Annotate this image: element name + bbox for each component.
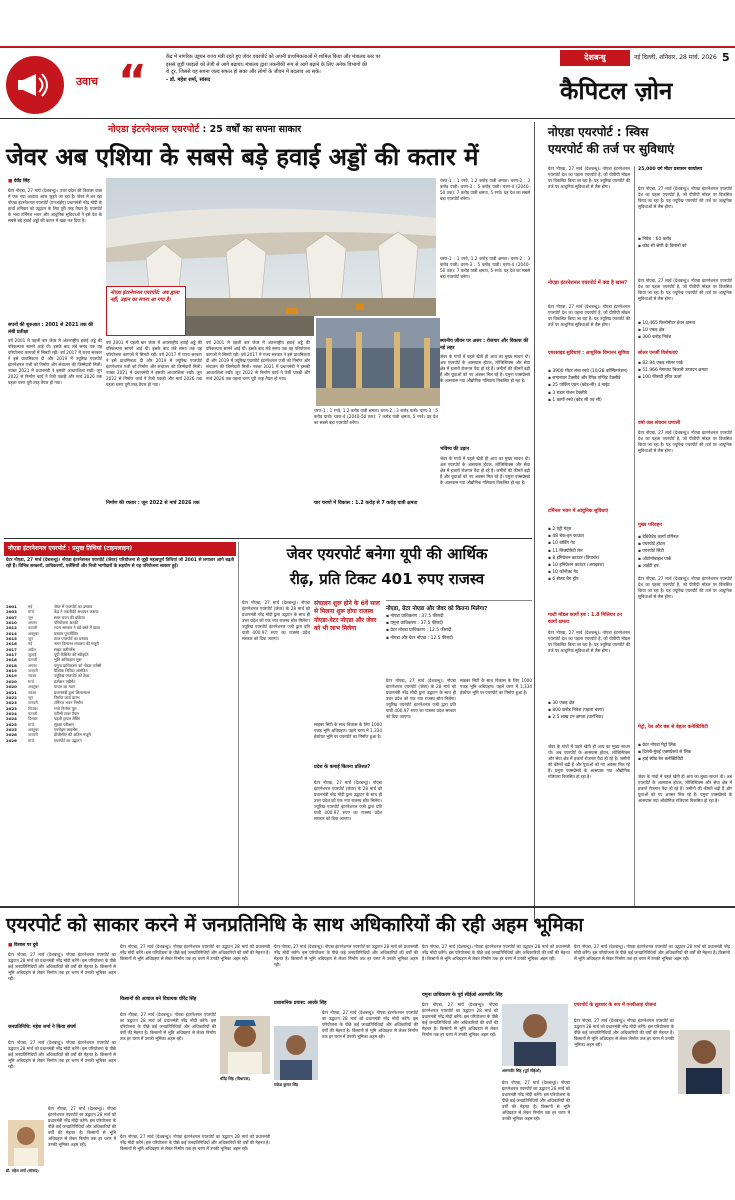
list-item: ▪ 11 सिक्योरिटी लेन [548,548,630,555]
subhead: स्थानीय जीवन पर असर : रोजगार और विकास की नई लहर [440,339,529,351]
timeline-year: 2016 [6,641,17,647]
kicker-rest: : 25 वर्षों का सपना साकार [202,124,302,135]
timeline-month: नवंबर [28,689,37,695]
timeline-event: प्रस्ताव पुनर्जीवित [54,630,79,636]
timeline-year: 2018 [6,657,17,663]
byline-icon: ■ [8,179,14,184]
list-item: ▪ 10 बोर्डिंग गेट [548,540,630,547]
top-story-byline [8,178,98,186]
timeline-year: 2010 [6,620,17,626]
top-story-side-4: जेवर के गांवों में पहले खेती ही आय का मुख्य साधन थी। अब एयरपोर्ट के आसपास होटल, लॉजिस्टिक्स और सेवा क्षेत्र में हजारों रोजगार पैदा हो रहे हैं। जमीनों की कीमतें बढ़ी हैं और युवाओं को नए अवसर मिल रहे हैं। यमुना एक्सप्रेसवे के आसपास नया औद्योगिक गलियारा विकसित हो रहा है। [440,456,530,485]
list-item: ▪ ग्रेटर नोएडा मेट्रो लिंक [638,742,732,749]
timeline-year: 2001 [6,604,17,609]
timeline-year: 2014 [6,630,17,636]
timeline-year: 2020 [6,678,17,684]
right-col-2-list [638,236,732,276]
list-item: ▪ 6 सेल्फ बैग ड्रॉप [548,576,630,583]
portrait-officer [274,1026,318,1080]
timeline-event: स्थल चयन की प्रक्रिया [54,614,85,620]
list-item: ▪ निवेश : 60 करोड़ [638,236,732,243]
byline-icon: ■ [8,943,14,948]
divider [0,118,735,119]
bottom-col-5b: ग्रेटर नोएडा, 27 मार्च (देशबन्धु)। नोएडा इंटरनेशनल एयरपोर्ट का उद्घाटन 28 मार्च को प्रधानमंत्री नरेंद्र मोदी करेंगे। इस परियोजना के पीछे कई जनप्रतिनिधियों और अधिकारियों की वर्षों की मेहनत है। किसानों से भूमि अधिग्रहण से लेकर निर्माण तक हर चरण में उनकी भूमिका अहम रही। [574,1018,674,1047]
middle-story-body-1: ग्रेटर नोएडा, 27 मार्च (देशबन्धु)। नोएडा इंटरनेशनल एयरपोर्ट (जेवर) के 28 मार्च को प्रधानमंत्री नरेंद्र मोदी द्वारा उद्घाटन के साथ ही उत्तर प्रदेश को एक नया राजस्व स्रोत मिलेगा। ज्यूरिख एयरपोर्ट इंटरनेशनल एजी द्वारा प्रति यात्री 400.97 रुपए का राजस्व प्रदेश सरकार को दिया जाएगा। [242,600,310,641]
bottom-col-5: ग्रेटर नोएडा, 27 मार्च (देशबन्धु)। नोएडा इंटरनेशनल एयरपोर्ट का उद्घाटन 28 मार्च को प्रधानमंत्री नरेंद्र मोदी करेंगे। इस परियोजना के पीछे कई जनप्रतिनिधियों और अधिकारियों की वर्षों की मेहनत है। किसानों से भूमि अधिग्रहण से लेकर निर्माण तक हर चरण में उनकी भूमिका अहम रही। [574,944,730,961]
list-item: ▪ कोड सी श्रेणी के विमानों को [638,243,732,250]
top-story-lead: ग्रेटर नोएडा, 27 मार्च (देशबन्धु)। उत्तर प्रदेश की विकास यात्रा में एक नया अध्याय आज जुड़ने जा रहा है। जेवर में बन रहा नोएडा इंटरनेशनल एयरपोर्ट (एनआईए) प्रधानमंत्री नरेंद्र मोदी के हाथों शनिवार को उद्घाटन के लिए पूरी तरह तैयार है। एयरपोर्ट के भव्य टर्मिनल भवन और आधुनिक सुविधाओं ने इसे देश के सबसे बड़े हवाई अड्डों की कतार में खड़ा कर दिया है। [8,188,102,223]
dateline: नई दिल्ली, शनिवार, 28 मार्च, 2026 [634,54,717,61]
timeline-month: फरवरी [28,625,38,631]
quote-label: उवाच [76,75,98,88]
quote-text [166,54,546,100]
timeline-month: नवंबर [28,673,37,679]
middle-story-headline [242,542,532,594]
timeline-event: ज्यूरिख एयरपोर्ट को ठेका [54,673,90,679]
timeline-event: एयरोड्रम लाइसेंस [54,726,78,732]
subhead: किसानों की आवाज बने विधायक धीरेंद्र सिंह [120,997,197,1002]
list-item: ▪ 3900 मीटर लंबा रनवे (10/28 कॉन्फिगरेशन) [548,368,630,375]
right-col-2-top: 25,000 वर्ग मीटर प्रशासन कार्यालय [638,167,703,172]
metro-list [638,742,732,770]
timeline-event: केंद्र ने तकनीकी अध्ययन कराया [54,609,99,615]
brand-badge [560,50,630,66]
subhead: टर्मिनल भवन में आधुनिक सुविधाएं [548,509,609,514]
right-box-extra: जेवर के गांवों में पहले खेती ही आय का मुख्य साधन थी। अब एयरपोर्ट के आसपास होटल, लॉजिस्टिक्स और सेवा क्षेत्र में हजारों रोजगार पैदा हो रहे हैं। जमीनों की कीमतें बढ़ी हैं और युवाओं को नए अवसर मिल रहे हैं। यमुना एक्सप्रेसवे के आसपास नया औद्योगिक गलियारा विकसित हो रहा है। [548,744,630,779]
main-facilities-list [548,526,630,606]
timeline-event: साइट क्लीयरेंस [54,646,75,652]
top-story-col-2: वर्ष 2001 में पहली बार जेवर में अंतरराष्ट्रीय हवाई अड्डे की परिकल्पना सामने आई थी। इसके बाद लंबे समय तक यह परियोजना कागजों में सिमटी रही। वर्ष 2017 में राज्य सरकार ने इसे प्राथमिकता दी और 2019 में ज्यूरिख एयरपोर्ट इंटरनेशनल एजी को निर्माण और संचालन की जिम्मेदारी मिली। नवंबर 2021 में प्रधानमंत्री ने इसकी आधारशिला रखी। जून 2022 से निर्माण कार्य ने तेजी पकड़ी और मार्च 2026 तक पहला चरण पूरी तरह तैयार हो गया। [106,340,202,387]
timeline-event: वैश्विक निविदा आमंत्रित [54,668,88,674]
timeline-month: फरवरी [28,710,38,716]
transport-list [638,534,732,574]
middle-headline-line-1: जेवर एयरपोर्ट बनेगा यूपी की आर्थिक [286,545,488,563]
list-item: ▪ ऑटोमोबाइल पार्क [638,556,732,563]
timeline-row [6,738,234,743]
middle-story-body-5: साइबर सिटी के साथ विकास के लिए 1000 एकड़ भूमि अधिग्रहण। पहले चरण में 1,334 हेक्टेयर भूमि पर एयरपोर्ट का निर्माण हुआ है। [460,678,532,695]
timeline-month: मार्च [28,609,34,615]
timeline-month: अक्टूबर [28,684,39,690]
quote-line: इससे जुड़ी फाइलों को तेजी से आगे बढ़ाया। मंत्रालय द्वारा तकनीकी रूप से आगे बढ़ाने के लिए अनेक विभागों की [166,61,368,68]
middle-headline-line-2: रीढ़, प्रति टिकट 401 रुपए राजस्व [289,570,485,588]
list-item: ▪ डेडिकेटेड कार्गो टर्मिनल [638,534,732,541]
list-item: ▪ 48 चेक-इन काउंटर [548,533,630,540]
timeline-event: रनवे निर्माण पूरा [54,705,77,711]
timeline-year: 2021 [6,689,17,695]
portrait-caption: अरुणवीर सिंह (पूर्व सीईओ) [502,1068,542,1073]
subhead: निर्माण की रफ्तार : जून 2022 से मार्च 2026 तक [106,501,200,506]
terminal-interior-photo [314,316,438,404]
timeline-year: 2024 [6,716,17,722]
quote-block [6,50,551,120]
bottom-col-3: ग्रेटर नोएडा, 27 मार्च (देशबन्धु)। नोएडा इंटरनेशनल एयरपोर्ट का उद्घाटन 28 मार्च को प्रधानमंत्री नरेंद्र मोदी करेंगे। इस परियोजना के पीछे कई जनप्रतिनिधियों और अधिकारियों की वर्षों की मेहनत है। किसानों से भूमि अधिग्रहण से लेकर निर्माण तक हर चरण में उनकी भूमिका अहम रही। [274,944,418,967]
timeline-event: यापल का गठन [54,684,76,690]
bottom-story-byline [8,942,108,950]
top-story-side-1: चरण-1 : 1 रनवे, 1.2 करोड़ यात्री क्षमता। चरण-2 : 3 करोड़ यात्री। चरण-3 : 5 करोड़ यात्री। चरण-4 (2040-50 तक): 7 करोड़ यात्री क्षमता, 5 रनवे। यह देश का सबसे बड़ा एयरपोर्ट बनेगा। [314,408,438,425]
list-item: ▪ 10 एकड़ क्षेत्र [638,327,732,334]
timeline-event: प्रधानमंत्री द्वारा शिलान्यास [54,689,90,695]
right-col-2-body-4: ग्रेटर नोएडा, 27 मार्च (देशबन्धु)। नोएडा इंटरनेशनल एयरपोर्ट देश का पहला एयरपोर्ट है, जो पीपीपी मॉडल पर विकसित किया जा रहा है। यह ज्यूरिख एयरपोर्ट की तर्ज पर आधुनिक सुविधाओं से लैस होगा। [638,576,732,599]
photo-caption-text: नोएडा इंटरनेशनल एयरपोर्ट: अब ह्वाला नहीं, उड़ान का सपना आ गया है। [110,290,180,303]
list-item: ▪ 100 फीसदी हरित ऊर्जा [638,374,732,381]
megaphone-icon [6,56,64,114]
section-title: कैपिटल ज़ोन [560,77,673,105]
subhead: एयरसाइड सुविधाएं : आधुनिक विमानन सुविधा [548,351,630,356]
portrait-arunvir-singh [502,1004,568,1066]
right-box-kicker-line-2: एयरपोर्ट की तर्ज पर सुविधाएं [548,142,674,156]
timeline-event: परियोजना अटकी [54,620,79,626]
list-item: ▪ 2.5 लाख टन क्षमता (प्रारंभिक) [548,714,630,721]
features-list [548,368,630,454]
brand-name: देशबन्धु [584,53,606,62]
timeline-year: 2019 [6,673,17,679]
timeline-year: 2024 [6,710,17,716]
timeline-month: अगस्त [28,620,37,626]
timeline-month: जनवरी [28,700,38,706]
list-item: ▪ 82.94 एकड़ सोलर पार्क [638,360,732,367]
timeline-month: जनवरी [28,732,38,738]
right-col-2-body-2: ग्रेटर नोएडा, 27 मार्च (देशबन्धु)। नोएडा इंटरनेशनल एयरपोर्ट देश का पहला एयरपोर्ट है, जो पीपीपी मॉडल पर विकसित किया जा रहा है। यह ज्यूरिख एयरपोर्ट की तर्ज पर आधुनिक सुविधाओं से लैस होगा। [638,278,732,301]
bottom-col-1b: ग्रेटर नोएडा, 27 मार्च (देशबन्धु)। नोएडा इंटरनेशनल एयरपोर्ट का उद्घाटन 28 मार्च को प्रधानमंत्री नरेंद्र मोदी करेंगे। इस परियोजना के पीछे कई जनप्रतिनिधियों और अधिकारियों की वर्षों की मेहनत है। किसानों से भूमि अधिग्रहण से लेकर निर्माण तक हर चरण में उनकी भूमिका अहम रही। [8,1040,116,1069]
list-item: ▪ 800 करोड़ निवेश (पहला चरण) [548,707,630,714]
subhead: प्रशासनिक प्रयास: आरके सिंह [274,1001,327,1006]
subhead: सोलर एनर्जी विशेषताएं [638,351,678,356]
revenue-box-title: नोएडा, ग्रेटर नोएडा और जेवर को कितना मिलेगा? [386,606,488,612]
timeline-month: अगस्त [28,662,37,668]
quote-author: - डॉ. महेश शर्मा, सांसद [166,76,211,83]
bottom-col-2c: ग्रेटर नोएडा, 27 मार्च (देशबन्धु)। नोएडा इंटरनेशनल एयरपोर्ट का उद्घाटन 28 मार्च को प्रधानमंत्री नरेंद्र मोदी करेंगे। इस परियोजना के पीछे कई जनप्रतिनिधियों और अधिकारियों की वर्षों की मेहनत है। किसानों से भूमि अधिग्रहण से लेकर निर्माण तक हर चरण में उनकी भूमिका अहम रही। [120,1134,270,1151]
timeline-year: 2026 [6,732,17,738]
portrait-dhirendra-singh [220,1016,270,1074]
timeline-month: जून [28,636,34,642]
byline-text: विशाल पर दुबे [13,943,38,948]
subhead: मुख्य परिवहन [638,523,662,528]
subhead: जनप्रतिनिधि: महेश शर्मा ने किया संघर्ष [8,1025,76,1030]
timeline-month: फरवरी [28,657,38,663]
list-item: ▪ 30 एकड़ क्षेत्र [548,700,630,707]
timeline-event: नागर विमानन मंत्रालय की मंजूरी [54,641,99,647]
bottom-col-4: ग्रेटर नोएडा, 27 मार्च (देशबन्धु)। नोएडा इंटरनेशनल एयरपोर्ट का उद्घाटन 28 मार्च को प्रधानमंत्री नरेंद्र मोदी करेंगे। इस परियोजना के पीछे कई जनप्रतिनिधियों और अधिकारियों की वर्षों की मेहनत है। किसानों से भूमि अधिग्रहण से लेकर निर्माण तक हर चरण में उनकी भूमिका अहम रही। [422,944,570,961]
right-col-2-body-3: ग्रेटर नोएडा, 27 मार्च (देशबन्धु)। नोएडा इंटरनेशनल एयरपोर्ट देश का पहला एयरपोर्ट है, जो पीपीपी मॉडल पर विकसित किया जा रहा है। यह ज्यूरिख एयरपोर्ट की तर्ज पर आधुनिक सुविधाओं से लैस होगा। [638,430,732,453]
divider [0,906,735,908]
pull-quote-text: संचालन शुरू होने के 6वें साल से मिलना शुरू होगा राजस्व नोएडा-वेटर नोएडा और जेवर को भी लाभ मिलेगा [314,600,380,633]
timeline-month: जून [28,614,34,620]
subhead: सपनों की शुरुआत : 2001 से 2021 तक की लंबी प्रतीक्षा [8,323,94,335]
timeline-month: मार्च [28,678,34,684]
top-story-col-3: वर्ष 2001 में पहली बार जेवर में अंतरराष्ट्रीय हवाई अड्डे की परिकल्पना सामने आई थी। इसके बाद लंबे समय तक यह परियोजना कागजों में सिमटी रही। वर्ष 2017 में राज्य सरकार ने इसे प्राथमिकता दी और 2019 में ज्यूरिख एयरपोर्ट इंटरनेशनल एजी को निर्माण और संचालन की जिम्मेदारी मिली। नवंबर 2021 में प्रधानमंत्री ने इसकी आधारशिला रखी। जून 2022 से निर्माण कार्य ने तेजी पकड़ी और मार्च 2026 तक पहला चरण पूरी तरह तैयार हो गया। [206,340,310,381]
timeline-month: मार्च [28,721,34,727]
photo-caption-badge [106,286,186,336]
middle-pull-quote [314,600,382,720]
subhead: एयरपोर्ट के सूत्रधार के रूप में एनवीआइ योजना [574,1003,657,1008]
list-item: ▪ दिल्ली-मुंबई एक्सप्रेसवे से लिंक [638,749,732,756]
right-box-kicker [548,124,732,158]
timeline-month: सितंबर [28,705,38,711]
timeline-year: 2020 [6,684,17,690]
timeline-event: सुरक्षा परीक्षण [54,721,74,727]
right-box-kicker-line-1: नोएडा एयरपोर्ट : स्विस [548,125,649,139]
timeline-month: दिसंबर [28,716,38,722]
timeline-event: यूपी कैबिनेट की स्वीकृति [54,652,89,658]
revenue-box [386,600,532,674]
timeline-year: 2025 [6,726,17,732]
timeline-year: 2023 [6,700,17,706]
timeline-event: जेवर में एयरपोर्ट का प्रस्ताव [54,604,93,609]
timeline-year: 2017 [6,652,17,658]
solar-list [638,360,732,396]
subhead: मेट्रो, रेल और बस से बेहतर कनेक्टिविटी [638,725,708,730]
list-item: ▪ 1 कार्गो रनवे (कोड सी एवं सी) [548,397,630,404]
timeline-event: निर्माण कार्य प्रारंभ [54,694,80,700]
divider [534,122,535,922]
right-box-cargo-text: ग्रेटर नोएडा, 27 मार्च (देशबन्धु)। नोएडा इंटरनेशनल एयरपोर्ट देश का पहला एयरपोर्ट है, जो पीपीपी मॉडल पर विकसित किया जा रहा है। यह ज्यूरिख एयरपोर्ट की तर्ज पर आधुनिक सुविधाओं से लैस होगा। [548,630,630,653]
top-story-side-2: चरण-1 : 1 रनवे, 1.2 करोड़ यात्री क्षमता। चरण-2 : 3 करोड़ यात्री। चरण-3 : 5 करोड़ यात्री। चरण-4 (2040-50 तक): 7 करोड़ यात्री क्षमता, 5 रनवे। यह देश का सबसे बड़ा एयरपोर्ट बनेगा। [440,178,530,201]
list-item: ▪ 10 इमिग्रेशन काउंटर (अराइवल) [548,562,630,569]
timeline-event: कंसेशन एग्रीमेंट [54,678,76,684]
right-box-body: ग्रेटर नोएडा, 27 मार्च (देशबन्धु)। नोएडा इंटरनेशनल एयरपोर्ट देश का पहला एयरपोर्ट है, जो पीपीपी मॉडल पर विकसित किया जा रहा है। यह ज्यूरिख एयरपोर्ट की तर्ज पर आधुनिक सुविधाओं से लैस होगा। [548,304,630,327]
byline-text: देवेंद्र सिंह [13,179,30,184]
right-col-2-list-2 [638,320,732,346]
list-item: ▪ एयरपोर्ट होटल [638,541,732,548]
subhead: मल्टी मॉडल कार्गो हब : 1.8 मिलियन टन कार्गो क्षमता [548,613,622,625]
portrait-official-right [678,1030,730,1094]
quote-header-strip [0,46,735,48]
timeline-month: जून [28,694,34,700]
right-box-intro: ग्रेटर नोएडा, 27 मार्च (देशबन्धु)। नोएडा इंटरनेशनल एयरपोर्ट देश का पहला एयरपोर्ट है, जो पीपीपी मॉडल पर विकसित किया जा रहा है। यह ज्यूरिख एयरपोर्ट की तर्ज पर आधुनिक सुविधाओं से लैस होगा। [548,166,630,189]
list-item: ▪ 300 करोड़ निवेश [638,334,732,341]
timeline-month: मई [28,641,33,647]
portrait-caption: राकेश कुमार सिंह [274,1082,298,1087]
portrait-caption: धीरेंद्र सिंह (विधायक) [220,1076,251,1081]
timeline-event: एटीसी टावर तैयार [54,710,80,716]
divider [238,542,239,906]
timeline-year: 2007 [6,614,17,620]
timeline-intro: ग्रेटर नोएडा, 27 मार्च (देशबन्धु)। नोएडा इंटरनेशनल एयरपोर्ट (जेवर) परियोजना से जुड़ी महत्वपूर्ण तिथियां जो 2001 से लगातार आगे बढ़ती रही हैं। विभिन्न सरकारों, प्राधिकरणों, एजेंसियों और निजी भागीदारों के सहयोग से यह परियोजना साकार हुई। [6,558,234,570]
timeline-month: जुलाई [28,652,37,658]
top-story-side-3: जेवर के गांवों में पहले खेती ही आय का मुख्य साधन थी। अब एयरपोर्ट के आसपास होटल, लॉजिस्टिक्स और सेवा क्षेत्र में हजारों रोजगार पैदा हो रहे हैं। जमीनों की कीमतें बढ़ी हैं और युवाओं को नए अवसर मिल रहे हैं। यमुना एक्सप्रेसवे के आसपास नया औद्योगिक गलियारा विकसित हो रहा है। [440,354,530,383]
quote-mark-icon: “ [118,56,147,107]
list-item: ▪ आईटी हब [638,563,732,570]
top-story-side-5: चरण-1 : 1 रनवे, 1.2 करोड़ यात्री क्षमता। चरण-2 : 3 करोड़ यात्री। चरण-3 : 5 करोड़ यात्री। चरण-4 (2040-50 तक): 7 करोड़ यात्री क्षमता, 5 रनवे। यह देश का सबसे बड़ा एयरपोर्ट बनेगा। [440,256,530,279]
quote-line: केंद्र में नागरिक उड्डयन राज्य मंत्री रहते हुए जेवर एयरपोर्ट को अपनी प्राथमिकताओं में शामिल किया और मंत्रालय स्तर पर [166,54,381,60]
timeline-event: पहली ट्रायल लैंडिंग [54,716,81,722]
list-item: ▪ समानांतर टैक्सीवे और रैपिड एग्जिट टैक्सीवे [548,375,630,382]
portrait-mahesh-sharma [8,1120,44,1166]
bottom-col-3b: ग्रेटर नोएडा, 27 मार्च (देशबन्धु)। नोएडा इंटरनेशनल एयरपोर्ट का उद्घाटन 28 मार्च को प्रधानमंत्री नरेंद्र मोदी करेंगे। इस परियोजना के पीछे कई जनप्रतिनिधियों और अधिकारियों की वर्षों की मेहनत है। किसानों से भूमि अधिग्रहण से लेकर निर्माण तक हर चरण में उनकी भूमिका अहम रही। [322,1010,418,1039]
timeline-month: मई [28,604,33,609]
list-item: ▪ 25 पार्किंग एप्रन (कोड-सी) 4 नाईट [548,382,630,389]
timeline-year: 2012 [6,625,17,631]
timeline-year: 2026 [6,737,17,743]
timeline-year: 2023 [6,705,17,711]
timeline-event: भूमि अधिग्रहण शुरू [54,657,82,663]
list-item: ▪ 51.966 मेगावाट बिजली उत्पादन क्षमता [638,367,732,374]
top-story-kicker [108,122,528,138]
timeline-month: अक्टूबर [28,630,39,636]
list-item: ▪ 8 इमिग्रेशन काउंटर (डिपार्चर) [548,555,630,562]
bottom-col-4c: ग्रेटर नोएडा, 27 मार्च (देशबन्धु)। नोएडा इंटरनेशनल एयरपोर्ट का उद्घाटन 28 मार्च को प्रधानमंत्री नरेंद्र मोदी करेंगे। इस परियोजना के पीछे कई जनप्रतिनिधियों और अधिकारियों की वर्षों की मेहनत है। किसानों से भूमि अधिग्रहण से लेकर निर्माण तक हर चरण में उनकी भूमिका अहम रही। [502,1080,570,1121]
right-col-2-body: ग्रेटर नोएडा, 27 मार्च (देशबन्धु)। नोएडा इंटरनेशनल एयरपोर्ट देश का पहला एयरपोर्ट है, जो पीपीपी मॉडल पर विकसित किया जा रहा है। यह ज्यूरिख एयरपोर्ट की तर्ज पर आधुनिक सुविधाओं से लैस होगा। [638,186,732,209]
timeline-year: 2018 [6,662,17,668]
bottom-col-2b: ग्रेटर नोएडा, 27 मार्च (देशबन्धु)। नोएडा इंटरनेशनल एयरपोर्ट का उद्घाटन 28 मार्च को प्रधानमंत्री नरेंद्र मोदी करेंगे। इस परियोजना के पीछे कई जनप्रतिनिधियों और अधिकारियों की वर्षों की मेहनत है। किसानों से भूमि अधिग्रहण से लेकर निर्माण तक हर चरण में उनकी भूमिका अहम रही। [120,1012,216,1041]
subhead: भविष्य की उड़ान [440,447,470,452]
list-item: ▪ 10,465 किलोमीटर ईंधन क्षमता [638,320,732,327]
timeline-event: डीजीसीए की अंतिम मंजूरी [54,732,91,738]
list-item: ▪ नोएडा और ग्रेटर नोएडा : 12.5 फीसदी [386,635,532,642]
middle-story-body-2: साइबर सिटी के साथ विकास के लिए 1000 एकड़ भूमि अधिग्रहण। पहले चरण में 1,334 हेक्टेयर भूमि पर एयरपोर्ट का निर्माण हुआ है। [314,722,382,739]
bottom-col-4b: ग्रेटर नोएडा, 27 मार्च (देशबन्धु)। नोएडा इंटरनेशनल एयरपोर्ट का उद्घाटन 28 मार्च को प्रधानमंत्री नरेंद्र मोदी करेंगे। इस परियोजना के पीछे कई जनप्रतिनिधियों और अधिकारियों की वर्षों की मेहनत है। किसानों से भूमि अधिग्रहण से लेकर निर्माण तक हर चरण में उनकी भूमिका अहम रही। [422,1002,498,1037]
subhead: वर्षा जल संचयन प्रणाली [638,421,681,426]
bottom-col-1c: ग्रेटर नोएडा, 27 मार्च (देशबन्धु)। नोएडा इंटरनेशनल एयरपोर्ट का उद्घाटन 28 मार्च को प्रधानमंत्री नरेंद्र मोदी करेंगे। इस परियोजना के पीछे कई जनप्रतिनिधियों और अधिकारियों की वर्षों की मेहनत है। किसानों से भूमि अधिग्रहण से लेकर निर्माण तक हर चरण में उनकी भूमिका अहम रही। [48,1106,116,1147]
list-item: ▪ नोएडा प्राधिकरण : 37.5 फीसदी [386,613,532,620]
right-box-question: नोएडा इंटरनेशनल एयरपोर्ट में क्या है खास? [548,280,628,286]
timeline-year: 2015 [6,636,17,642]
list-item: ▪ 10 कॉन्टैक्ट गेट [548,569,630,576]
timeline-year: 2019 [6,668,17,674]
divider [634,166,635,906]
list-item: ▪ यमुना प्राधिकरण : 37.5 फीसदी [386,620,532,627]
timeline-event: यमुना प्राधिकरण को नोडल एजेंसी [54,662,102,668]
subhead: यमुना प्राधिकरण के पूर्व सीईओ अरुणवीर सिंह [422,993,503,998]
list-item: ▪ 3 राडार रोशन टैक्सीवे [548,390,630,397]
cargo-list [548,700,630,740]
subhead: चार चरणों में विकास : 1.2 करोड़ से 7 करोड़ यात्री क्षमता [314,501,418,506]
bottom-col-2: ग्रेटर नोएडा, 27 मार्च (देशबन्धु)। नोएडा इंटरनेशनल एयरपोर्ट का उद्घाटन 28 मार्च को प्रधानमंत्री नरेंद्र मोदी करेंगे। इस परियोजना के पीछे कई जनप्रतिनिधियों और अधिकारियों की वर्षों की मेहनत है। किसानों से भूमि अधिग्रहण से लेकर निर्माण तक हर चरण में उनकी भूमिका अहम रही। [120,944,270,961]
subhead: प्रदेश के कमाई कितना प्रतिशत? [314,765,371,770]
page-number: 5 [722,51,730,64]
timeline-year: 2022 [6,694,17,700]
bottom-col-1: ग्रेटर नोएडा, 27 मार्च (देशबन्धु)। नोएडा इंटरनेशनल एयरपोर्ट का उद्घाटन 28 मार्च को प्रधानमंत्री नरेंद्र मोदी करेंगे। इस परियोजना के पीछे कई जनप्रतिनिधियों और अधिकारियों की वर्षों की मेहनत है। किसानों से भूमि अधिग्रहण से लेकर निर्माण तक हर चरण में उनकी भूमिका अहम रही। [8,952,116,981]
timeline-year: 2003 [6,609,17,615]
timeline-table [6,604,234,904]
middle-story-body-3: ग्रेटर नोएडा, 27 मार्च (देशबन्धु)। नोएडा इंटरनेशनल एयरपोर्ट (जेवर) के 28 मार्च को प्रधानमंत्री नरेंद्र मोदी द्वारा उद्घाटन के साथ ही उत्तर प्रदेश को एक नया राजस्व स्रोत मिलेगा। ज्यूरिख एयरपोर्ट इंटरनेशनल एजी द्वारा प्रति यात्री 400.97 रुपए का राजस्व प्रदेश सरकार को दिया जाएगा। [314,780,382,821]
divider [4,538,532,539]
timeline-header: नोएडा इंटरनेशनल एयरपोर्ट : प्रमुख तिथियां (टाइमलाइन) [4,542,236,556]
top-story-headline: जेवर अब एशिया के सबसे बड़े हवाई अड्डों की कतार में [6,143,479,171]
timeline-event: एयरपोर्ट का उद्घाटन [54,737,82,743]
timeline-month: जनवरी [28,668,38,674]
list-item: ▪ 2 एंट्री गेट्स [548,526,630,533]
kicker-red: नोएडा इंटरनेशनल एयरपोर्ट [108,124,200,135]
right-col-2-body-5: जेवर के गांवों में पहले खेती ही आय का मुख्य साधन थी। अब एयरपोर्ट के आसपास होटल, लॉजिस्टिक्स और सेवा क्षेत्र में हजारों रोजगार पैदा हो रहे हैं। जमीनों की कीमतें बढ़ी हैं और युवाओं को नए अवसर मिल रहे हैं। यमुना एक्सप्रेसवे के आसपास नया औद्योगिक गलियारा विकसित हो रहा है। [638,774,732,803]
list-item: ▪ ग्रेटर नोएडा प्राधिकरण : 12.5 फीसदी [386,627,532,634]
portrait-caption: डॉ. महेश शर्मा (सांसद) [6,1168,39,1173]
timeline-month: मार्च [28,737,34,743]
timeline-year: 2017 [6,646,17,652]
timeline-event: ताज एयरपोर्ट का प्रस्ताव [54,636,89,642]
list-item: ▪ एयरपोर्ट सिटी [638,548,732,555]
timeline-year: 2025 [6,721,17,727]
timeline-month: अक्टूबर [28,726,39,732]
timeline-month: अप्रैल [28,646,36,652]
top-story-col-1: वर्ष 2001 में पहली बार जेवर में अंतरराष्ट्रीय हवाई अड्डे की परिकल्पना सामने आई थी। इसके बाद लंबे समय तक यह परियोजना कागजों में सिमटी रही। वर्ष 2017 में राज्य सरकार ने इसे प्राथमिकता दी और 2019 में ज्यूरिख एयरपोर्ट इंटरनेशनल एजी को निर्माण और संचालन की जिम्मेदारी मिली। नवंबर 2021 में प्रधानमंत्री ने इसकी आधारशिला रखी। जून 2022 से निर्माण कार्य ने तेजी पकड़ी और मार्च 2026 तक पहला चरण पूरी तरह तैयार हो गया। [8,338,102,385]
timeline-event: टर्मिनल भवन निर्माण [54,700,83,706]
list-item: ▪ हाई स्पीड रेल कनेक्टिविटी [638,756,732,763]
timeline-event: राज्य सरकार ने ठंडे बस्ते में डाला [54,625,100,631]
quote-line: रो दूर, जिससे यह सपना जल्द सफल हो सका और लोगों के जीवन में बदलाव आ सके। [166,69,321,76]
bottom-story-headline: एयरपोर्ट को साकार करने में जनप्रतिनिधि के साथ अधिकारियों की रही अहम भूमिका [6,914,584,936]
middle-story-body-4: ग्रेटर नोएडा, 27 मार्च (देशबन्धु)। नोएडा इंटरनेशनल एयरपोर्ट (जेवर) के 28 मार्च को प्रधानमंत्री नरेंद्र मोदी द्वारा उद्घाटन के साथ ही उत्तर प्रदेश को एक नया राजस्व स्रोत मिलेगा। ज्यूरिख एयरपोर्ट इंटरनेशनल एजी द्वारा प्रति यात्री 400.97 रुपए का राजस्व प्रदेश सरकार को दिया जाएगा। [386,678,456,719]
